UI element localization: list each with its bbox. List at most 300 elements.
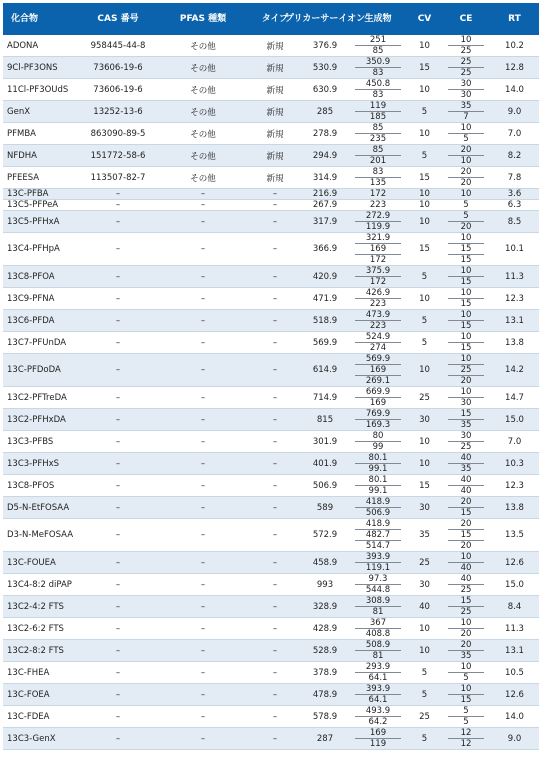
table-body — [3, 35, 539, 750]
cell-ce — [442, 662, 490, 683]
cell-type: 新規 — [266, 85, 284, 96]
cell-type: – — [272, 557, 278, 568]
header-type: タイプ — [261, 14, 289, 24]
cell-pfas-class: – — [200, 414, 206, 425]
cell-cas: 151772-58-6 — [90, 150, 146, 161]
cell-product-value: 223 — [355, 298, 401, 309]
cell-product-value: 85 — [355, 45, 401, 56]
cell-cv: 10 — [419, 84, 430, 95]
cell-compound: 13C3-PFHxS — [7, 458, 60, 469]
cell-type: 新規 — [266, 151, 284, 162]
cell-product-value: 251 — [369, 34, 387, 45]
cell-rt: 3.6 — [507, 189, 522, 199]
cell-compound: ADONA — [7, 40, 39, 51]
cell-product-value: 172 — [369, 188, 387, 199]
cell-cas: – — [115, 189, 121, 199]
cell-cas: – — [115, 667, 121, 678]
cell-product-value: 81 — [355, 650, 401, 661]
cell-ce — [442, 552, 490, 573]
cell-product-value: 80.1 — [368, 452, 388, 463]
cell-ce — [442, 728, 490, 749]
cell-precursor: 378.9 — [312, 667, 338, 678]
cell-ce-value: 10 — [460, 661, 472, 672]
cell-cas: – — [115, 502, 121, 513]
cell-precursor: 420.9 — [312, 271, 338, 282]
table-row — [3, 453, 539, 475]
cell-ce-value: 30 — [460, 430, 472, 441]
cell-compound: 13C5-PFHxA — [7, 216, 60, 227]
cell-compound: NFDHA — [7, 150, 37, 161]
cell-ce — [442, 706, 490, 727]
cell-product-value: 769.9 — [365, 408, 391, 419]
cell-cas: – — [115, 244, 121, 254]
cell-precursor: 530.9 — [312, 62, 338, 73]
cell-type: 新規 — [266, 173, 284, 184]
cell-type: – — [272, 733, 278, 744]
cell-product-value: 272.9 — [365, 210, 391, 221]
cell-compound: 13C-FOUEA — [7, 557, 56, 568]
cell-cas: – — [115, 392, 121, 403]
cell-rt: 12.6 — [505, 689, 524, 700]
cell-ce-value: 20 — [460, 518, 472, 529]
cell-product-value: 99.1 — [355, 485, 401, 496]
cell-product-value: 514.7 — [355, 540, 401, 551]
cell-cas: 73606-19-6 — [93, 84, 143, 95]
cell-rt: 14.2 — [505, 365, 524, 375]
cell-precursor: 518.9 — [312, 315, 338, 326]
cell-type: – — [272, 689, 278, 700]
cell-ce-value: 5 — [463, 705, 469, 716]
cell-type: – — [272, 244, 278, 254]
cell-cv: 40 — [419, 601, 430, 612]
cell-cv: 5 — [421, 337, 428, 348]
cell-cas: – — [115, 293, 121, 304]
cell-pfas-class: その他 — [190, 85, 216, 96]
cell-product — [349, 497, 407, 518]
cell-ce-value: 40 — [460, 452, 472, 463]
cell-precursor: 314.9 — [312, 172, 338, 183]
cell-cas: – — [115, 530, 121, 540]
header-pfas-class: PFAS 種類 — [179, 14, 227, 24]
cell-cas: – — [115, 557, 121, 568]
cell-ce — [442, 387, 490, 408]
cell-type: 新規 — [266, 107, 284, 118]
cell-ce-value: 10 — [460, 232, 472, 243]
cell-pfas-class: – — [200, 293, 206, 304]
cell-precursor: 366.9 — [312, 244, 338, 254]
cell-cv: 30 — [419, 414, 430, 425]
cell-ce-value: 5 — [463, 210, 469, 221]
cell-type: – — [272, 315, 278, 326]
cell-product-value: 99.1 — [355, 463, 401, 474]
cell-type: – — [272, 271, 278, 282]
cell-pfas-class: – — [200, 189, 206, 199]
cell-cv: 30 — [419, 579, 430, 590]
cell-pfas-class: – — [200, 458, 206, 469]
cell-ce-value: 20 — [460, 144, 472, 155]
cell-cas: – — [115, 601, 121, 612]
cell-product-value: 524.9 — [365, 331, 391, 342]
cell-product-value: 493.9 — [365, 705, 391, 716]
cell-product-value: 64.1 — [355, 694, 401, 705]
cell-product — [349, 145, 407, 166]
cell-product-value: 393.9 — [365, 551, 391, 562]
cell-ce-value: 35 — [448, 419, 484, 430]
cell-product-value: 293.9 — [365, 661, 391, 672]
cell-ce-value: 7 — [448, 111, 484, 122]
cell-ce-value: 10 — [460, 34, 472, 45]
cell-ce-value: 25 — [448, 45, 484, 56]
cell-rt: 12.3 — [505, 480, 524, 491]
cell-pfas-class: – — [200, 579, 206, 590]
cell-compound: D3-N-MeFOSAA — [7, 530, 74, 540]
cell-cv: 30 — [419, 502, 430, 513]
header-product: 生成物 — [364, 14, 392, 24]
cell-ce-value: 20 — [448, 221, 484, 232]
cell-cas: – — [115, 414, 121, 425]
table-row — [3, 387, 539, 409]
cell-ce — [442, 288, 490, 309]
cell-ce — [442, 57, 490, 78]
cell-ce-value: 15 — [448, 320, 484, 331]
cell-cas: – — [115, 689, 121, 700]
cell-type: – — [272, 579, 278, 590]
cell-pfas-class: – — [200, 645, 206, 656]
cell-rt: 10.5 — [505, 667, 524, 678]
table-row — [3, 211, 539, 233]
cell-product — [349, 310, 407, 331]
cell-product-value: 119.9 — [355, 221, 401, 232]
cell-ce-value: 5 — [448, 716, 484, 727]
cell-ce-value: 15 — [448, 529, 484, 540]
cell-ce-value: 15 — [448, 298, 484, 309]
header-compound: 化合物 — [11, 14, 39, 24]
cell-product — [349, 233, 407, 265]
cell-product — [349, 728, 407, 749]
cell-ce-value: 40 — [460, 474, 472, 485]
cell-ce — [442, 519, 490, 551]
cell-cas: – — [115, 645, 121, 656]
cell-product-value: 350.9 — [365, 56, 391, 67]
cell-ce — [442, 497, 490, 518]
cell-product-value: 506.9 — [355, 507, 401, 518]
cell-ce — [442, 200, 490, 210]
header-cas: CAS 番号 — [97, 14, 139, 24]
cell-ce-value: 25 — [448, 364, 484, 375]
cell-cv: 5 — [421, 106, 428, 117]
cell-rt: 6.3 — [507, 200, 522, 210]
cell-ce-value: 15 — [460, 595, 472, 606]
table-header — [3, 3, 539, 35]
cell-pfas-class: – — [200, 502, 206, 513]
cell-ce-value: 10 — [460, 122, 472, 133]
cell-rt: 11.3 — [505, 271, 524, 282]
cell-product — [349, 640, 407, 661]
table-row — [3, 310, 539, 332]
cell-compound: 13C4-8:2 diPAP — [7, 579, 72, 590]
cell-compound: PFMBA — [7, 128, 36, 139]
cell-cas: – — [115, 436, 121, 447]
cell-product-value: 169 — [355, 397, 401, 408]
cell-compound: GenX — [7, 106, 31, 117]
cell-product-value: 185 — [355, 111, 401, 122]
cell-ce — [442, 354, 490, 386]
cell-rt: 12.6 — [505, 557, 524, 568]
cell-product-value: 64.1 — [355, 672, 401, 683]
cell-product-value: 81 — [355, 606, 401, 617]
cell-cv: 5 — [421, 689, 428, 700]
table-row — [3, 728, 539, 750]
cell-cv: 10 — [419, 623, 430, 634]
cell-ce-value: 5 — [463, 199, 469, 210]
cell-ce — [442, 640, 490, 661]
cell-ce-value: 10 — [460, 683, 472, 694]
table-row — [3, 233, 539, 266]
cell-product — [349, 57, 407, 78]
cell-precursor: 589 — [316, 502, 334, 513]
table-row — [3, 189, 539, 200]
cell-pfas-class: – — [200, 667, 206, 678]
cell-compound: 13C5-PFPeA — [7, 200, 59, 210]
cell-type: – — [272, 645, 278, 656]
cell-precursor: 267.9 — [312, 200, 338, 210]
cell-ce — [442, 684, 490, 705]
cell-precursor: 578.9 — [312, 711, 338, 722]
cell-ce-value: 10 — [448, 155, 484, 166]
cell-product-value: 135 — [355, 177, 401, 188]
cell-product-value: 235 — [355, 133, 401, 144]
cell-ce — [442, 79, 490, 100]
cell-type: – — [272, 216, 278, 227]
cell-ce-value: 5 — [448, 672, 484, 683]
cell-type: – — [272, 392, 278, 403]
cell-product — [349, 596, 407, 617]
cell-cas: – — [115, 711, 121, 722]
cell-rt: 7.0 — [507, 436, 522, 447]
cell-ce-value: 10 — [460, 551, 472, 562]
cell-product-value: 223 — [369, 199, 387, 210]
cell-product-value: 169 — [355, 243, 401, 254]
cell-pfas-class: その他 — [190, 41, 216, 52]
cell-ce-value: 20 — [448, 540, 484, 551]
table-row — [3, 409, 539, 431]
cell-ce-value: 15 — [448, 254, 484, 265]
cell-type: – — [272, 601, 278, 612]
cell-rt: 7.0 — [507, 128, 522, 139]
cell-ce-value: 40 — [448, 485, 484, 496]
cell-product-value: 169 — [369, 727, 387, 738]
data-table — [3, 3, 539, 750]
cell-product-value: 119 — [355, 738, 401, 749]
cell-ce-value: 10 — [460, 386, 472, 397]
cell-pfas-class: その他 — [190, 107, 216, 118]
cell-pfas-class: その他 — [190, 173, 216, 184]
cell-product-value: 426.9 — [365, 287, 391, 298]
cell-rt: 13.8 — [505, 337, 524, 348]
header-cv: CV — [417, 14, 432, 24]
cell-cv: 10 — [419, 293, 430, 304]
cell-rt: 13.8 — [505, 502, 524, 513]
cell-ce-value: 15 — [460, 408, 472, 419]
cell-product-value: 367 — [369, 617, 387, 628]
cell-ce-value: 25 — [460, 56, 472, 67]
cell-precursor: 278.9 — [312, 128, 338, 139]
cell-type: – — [272, 623, 278, 634]
cell-precursor: 506.9 — [312, 480, 338, 491]
cell-cv: 15 — [419, 244, 430, 254]
cell-rt: 9.0 — [507, 106, 522, 117]
table-row — [3, 519, 539, 552]
cell-ce-value: 15 — [448, 694, 484, 705]
cell-compound: 13C6-PFDA — [7, 315, 55, 326]
cell-ce — [442, 332, 490, 353]
cell-cas: – — [115, 458, 121, 469]
cell-ce-value: 10 — [460, 309, 472, 320]
table-row — [3, 706, 539, 728]
cell-product — [349, 453, 407, 474]
cell-product-value: 418.9 — [365, 496, 391, 507]
cell-product — [349, 101, 407, 122]
cell-compound: 13C8-PFOA — [7, 271, 55, 282]
cell-precursor: 376.9 — [312, 40, 338, 51]
cell-ce-value: 35 — [460, 100, 472, 111]
cell-pfas-class: – — [200, 200, 206, 210]
cell-type: – — [272, 200, 278, 210]
cell-rt: 10.1 — [505, 244, 524, 254]
cell-product — [349, 123, 407, 144]
cell-ce-value: 10 — [460, 353, 472, 364]
cell-product-value: 169.3 — [355, 419, 401, 430]
cell-ce-value: 25 — [448, 606, 484, 617]
cell-precursor: 428.9 — [312, 623, 338, 634]
cell-product-value: 85 — [372, 144, 384, 155]
cell-ce-value: 20 — [448, 375, 484, 386]
table-row — [3, 167, 539, 189]
cell-ce-value: 15 — [448, 507, 484, 518]
cell-rt: 8.4 — [507, 601, 522, 612]
cell-type: – — [272, 711, 278, 722]
table-row — [3, 574, 539, 596]
cell-ce-value: 35 — [448, 463, 484, 474]
cell-product-value: 321.9 — [365, 232, 391, 243]
cell-cv: 5 — [421, 315, 428, 326]
header-rt: RT — [508, 14, 521, 24]
table-row — [3, 57, 539, 79]
cell-ce — [442, 35, 490, 56]
cell-precursor: 993 — [316, 579, 334, 590]
cell-compound: 13C2-6:2 FTS — [7, 623, 64, 634]
cell-ce-value: 10 — [460, 188, 472, 199]
cell-rt: 14.0 — [505, 711, 524, 722]
cell-precursor: 301.9 — [312, 436, 338, 447]
table-row — [3, 662, 539, 684]
cell-compound: 13C8-PFOS — [7, 480, 55, 491]
cell-cas: – — [115, 480, 121, 491]
cell-pfas-class: – — [200, 623, 206, 634]
cell-ce-value: 5 — [448, 133, 484, 144]
cell-product-value: 64.2 — [355, 716, 401, 727]
cell-product-value: 544.8 — [355, 584, 401, 595]
cell-precursor: 287 — [316, 733, 334, 744]
cell-type: – — [272, 293, 278, 304]
cell-product-value: 201 — [355, 155, 401, 166]
cell-pfas-class: その他 — [190, 129, 216, 140]
cell-cv: 35 — [419, 530, 430, 540]
cell-product-value: 119.1 — [355, 562, 401, 573]
cell-pfas-class: – — [200, 480, 206, 491]
cell-cv: 25 — [419, 711, 430, 722]
cell-ce — [442, 233, 490, 265]
cell-precursor: 815 — [316, 414, 334, 425]
cell-product — [349, 332, 407, 353]
cell-cv: 10 — [419, 645, 430, 656]
cell-pfas-class: その他 — [190, 63, 216, 74]
cell-product — [349, 354, 407, 386]
table-row — [3, 618, 539, 640]
cell-pfas-class: – — [200, 557, 206, 568]
cell-rt: 12.8 — [505, 62, 524, 73]
cell-product-value: 375.9 — [365, 265, 391, 276]
cell-product — [349, 200, 407, 210]
cell-type: – — [272, 530, 278, 540]
cell-precursor: 572.9 — [312, 530, 338, 540]
cell-rt: 9.0 — [507, 733, 522, 744]
cell-product — [349, 79, 407, 100]
table-row — [3, 354, 539, 387]
cell-ce — [442, 266, 490, 287]
cell-pfas-class: – — [200, 216, 206, 227]
cell-cv: 10 — [419, 40, 430, 51]
cell-ce — [442, 167, 490, 188]
cell-product-value: 119 — [369, 100, 387, 111]
cell-product-value: 274 — [355, 342, 401, 353]
cell-type: – — [272, 414, 278, 425]
cell-product — [349, 552, 407, 573]
cell-rt: 10.3 — [505, 458, 524, 469]
cell-ce — [442, 101, 490, 122]
cell-pfas-class: その他 — [190, 151, 216, 162]
cell-rt: 8.2 — [507, 150, 522, 161]
table-row — [3, 596, 539, 618]
cell-product — [349, 266, 407, 287]
table-row — [3, 475, 539, 497]
table-row — [3, 35, 539, 57]
cell-pfas-class: – — [200, 689, 206, 700]
cell-ce-value: 30 — [460, 78, 472, 89]
cell-product-value: 172 — [355, 276, 401, 287]
cell-cv: 15 — [419, 480, 430, 491]
cell-cv: 10 — [419, 458, 430, 469]
cell-type: 新規 — [266, 41, 284, 52]
cell-ce-value: 25 — [448, 584, 484, 595]
cell-product — [349, 519, 407, 551]
table-row — [3, 123, 539, 145]
cell-type: – — [272, 667, 278, 678]
cell-ce — [442, 211, 490, 232]
cell-cv: 5 — [421, 150, 428, 161]
cell-product — [349, 211, 407, 232]
cell-compound: 13C-FDEA — [7, 711, 50, 722]
cell-precursor: 285 — [316, 106, 334, 117]
cell-ce-value: 30 — [448, 89, 484, 100]
cell-compound: 13C-FOEA — [7, 689, 50, 700]
header-ce: CE — [459, 14, 473, 24]
cell-product — [349, 387, 407, 408]
cell-precursor: 458.9 — [312, 557, 338, 568]
cell-ce — [442, 574, 490, 595]
cell-precursor: 630.9 — [312, 84, 338, 95]
cell-type: – — [272, 502, 278, 513]
